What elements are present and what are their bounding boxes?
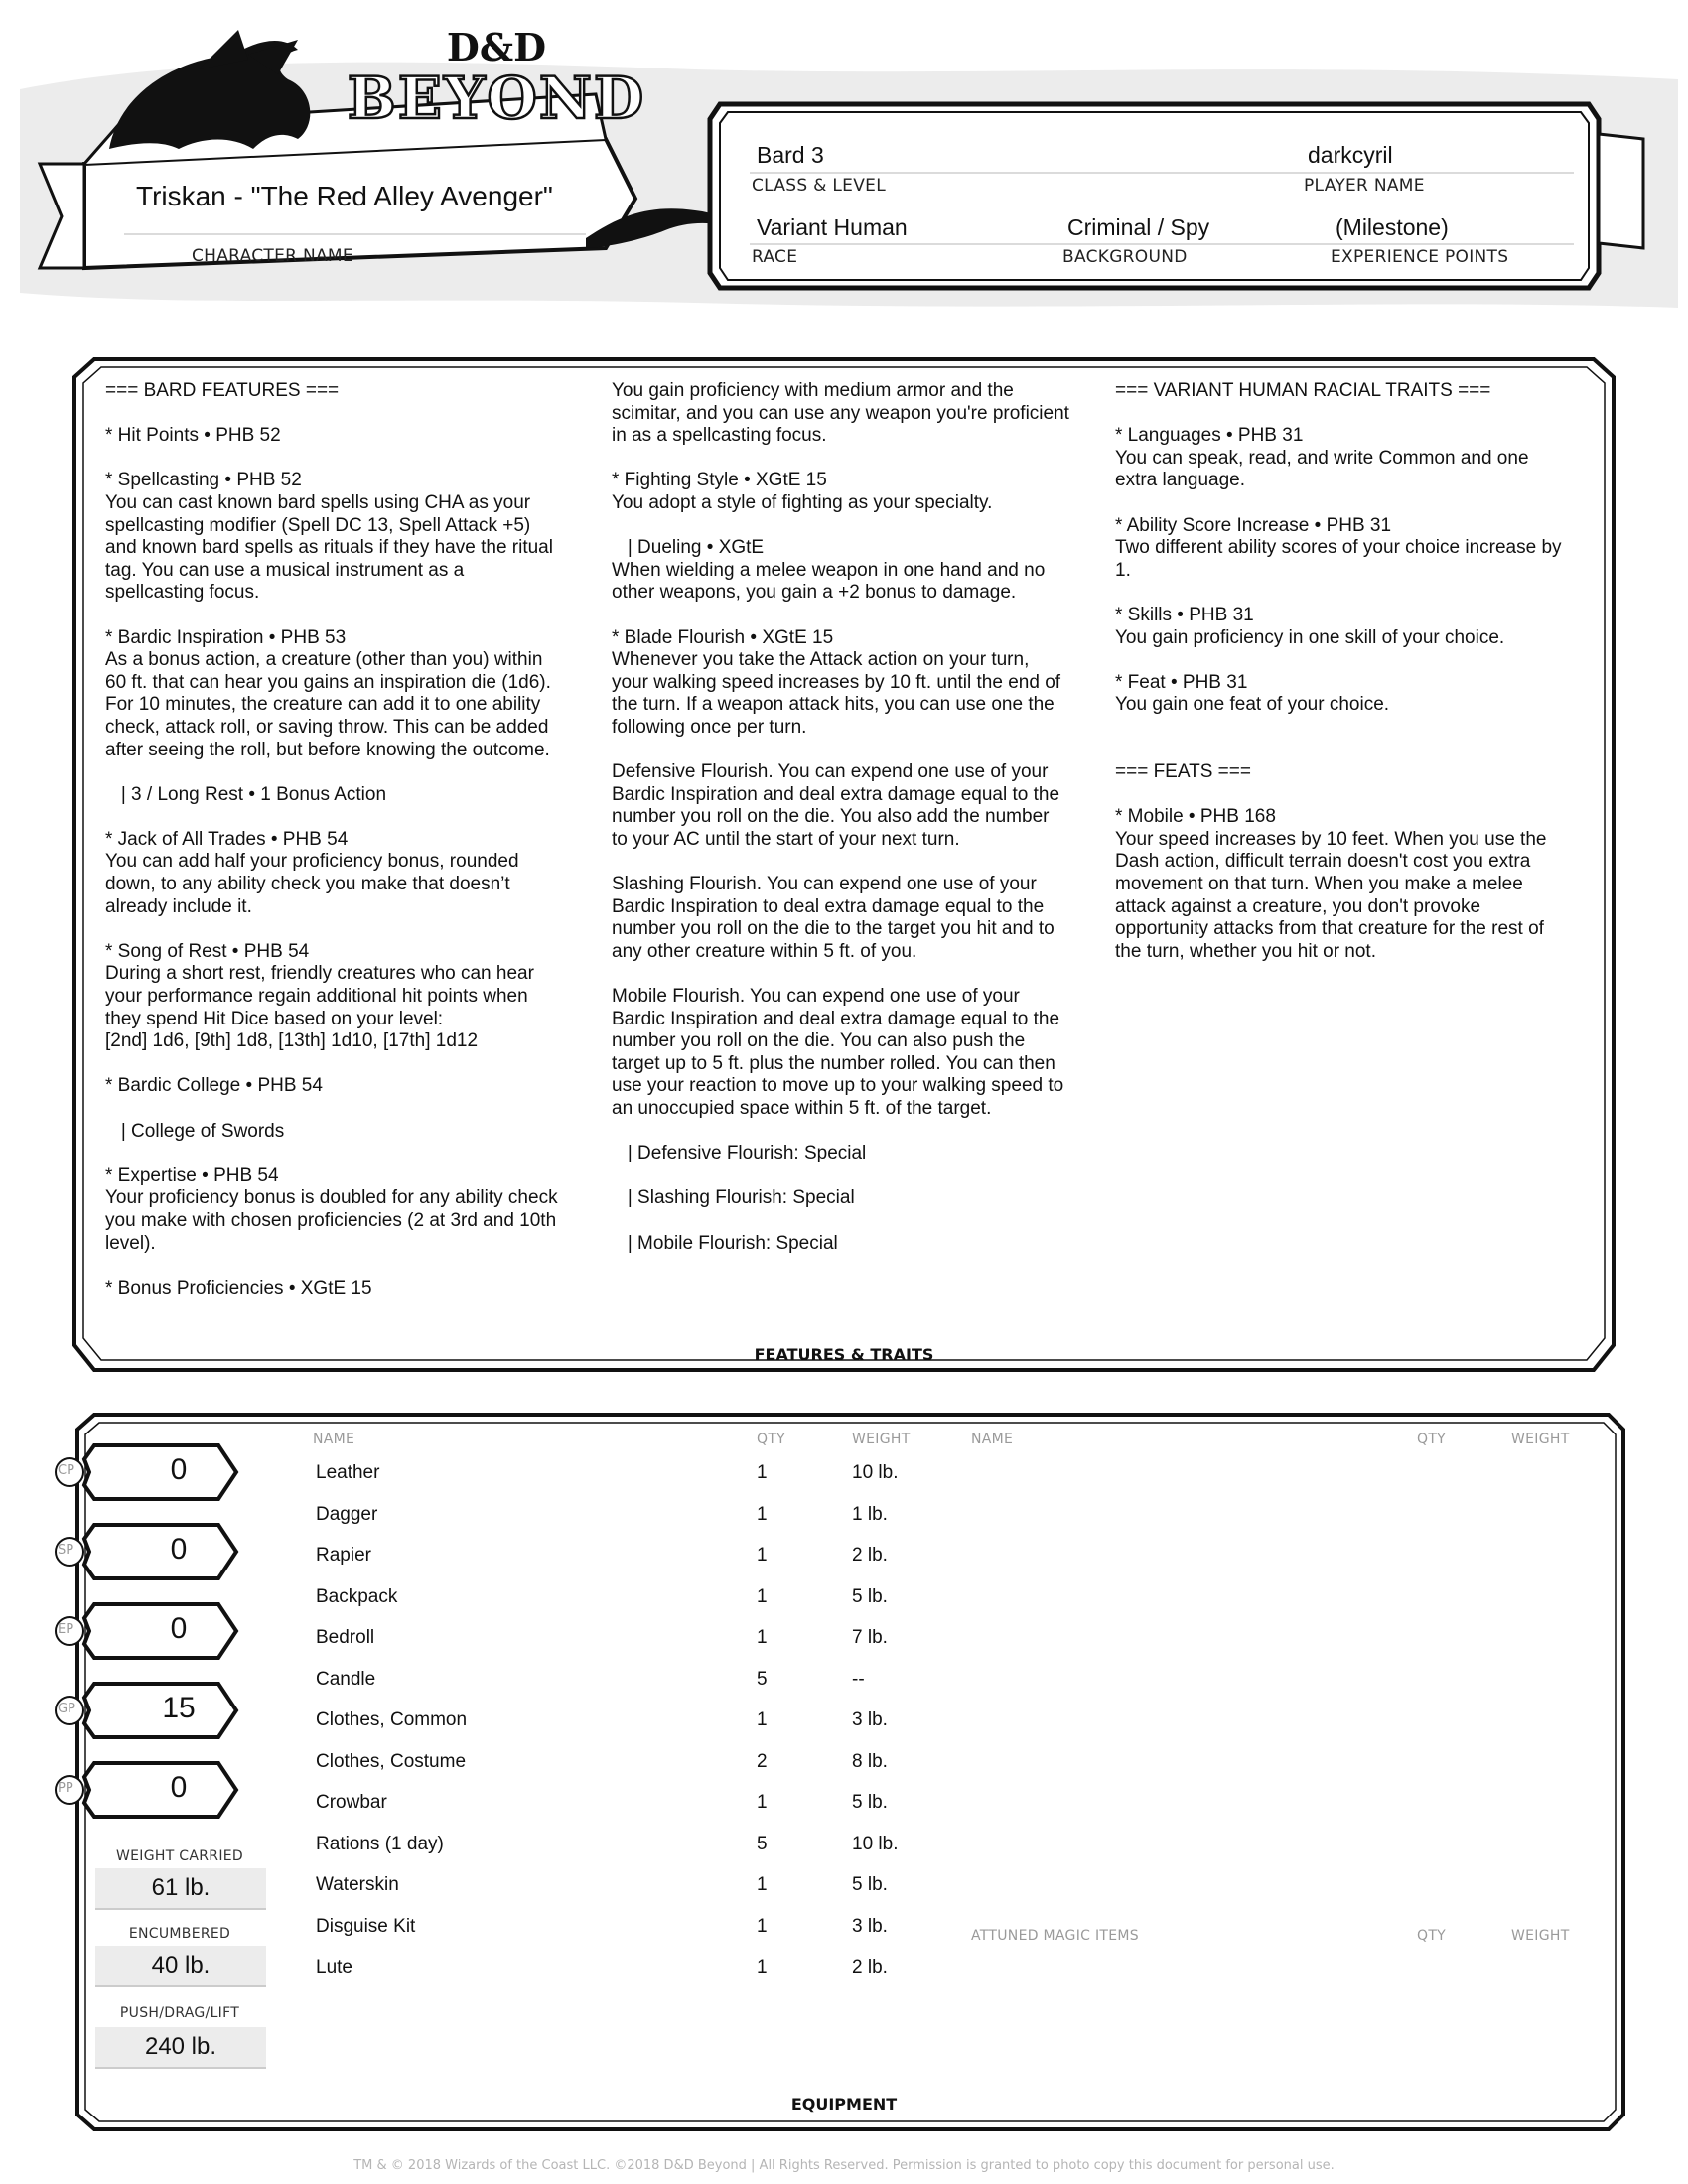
item-name: Rapier	[316, 1545, 371, 1566]
character-name-label: CHARACTER NAME	[192, 246, 353, 266]
coin-label: SP	[58, 1543, 74, 1558]
item-qty: 1	[757, 1503, 768, 1525]
item-qty: 1	[757, 1957, 768, 1978]
experience-value[interactable]: (Milestone)	[1336, 214, 1449, 240]
character-name-value[interactable]: Triskan - "The Red Alley Avenger"	[136, 181, 553, 211]
class-level-label: CLASS & LEVEL	[752, 176, 886, 196]
item-weight: --	[852, 1668, 865, 1690]
weight-carried-value[interactable]: 61 lb.	[95, 1868, 266, 1910]
item-name: Candle	[316, 1668, 376, 1690]
logo-main: BEYOND	[347, 65, 646, 132]
item-name: Lute	[316, 1957, 352, 1978]
header-qty-left: QTY	[757, 1432, 786, 1447]
experience-label: EXPERIENCE POINTS	[1331, 247, 1509, 267]
push-drag-lift-label: PUSH/DRAG/LIFT	[119, 2005, 240, 2021]
item-qty: 1	[757, 1709, 768, 1730]
features-title: FEATURES & TRAITS	[754, 1345, 934, 1364]
coin-value[interactable]: 0	[170, 1453, 188, 1486]
coin-value[interactable]: 0	[170, 1771, 188, 1804]
player-name-label: PLAYER NAME	[1304, 176, 1425, 196]
encumbered-label: ENCUMBERED	[128, 1926, 231, 1942]
item-weight: 5 lb.	[852, 1585, 888, 1607]
item-name: Rations (1 day)	[316, 1833, 444, 1854]
item-weight: 2 lb.	[852, 1957, 888, 1978]
encumbered-value[interactable]: 40 lb.	[95, 1946, 266, 1987]
item-name: Waterskin	[316, 1874, 399, 1895]
item-name: Dagger	[316, 1503, 378, 1525]
footer-copyright: TM & © 2018 Wizards of the Coast LLC. ©2018 D&D Beyond | All Rights Reserved. Permission is granted to photo copy this document for personal use.	[353, 2158, 1335, 2173]
attuned-qty-label: QTY	[1417, 1928, 1447, 1944]
item-weight: 5 lb.	[852, 1874, 888, 1895]
coin-value[interactable]: 0	[170, 1533, 188, 1566]
item-weight: 8 lb.	[852, 1750, 888, 1772]
item-name: Bedroll	[316, 1627, 375, 1648]
item-weight: 2 lb.	[852, 1545, 888, 1566]
coin-label: GP	[58, 1702, 75, 1716]
item-qty: 1	[757, 1545, 768, 1566]
coin-value[interactable]: 0	[170, 1612, 188, 1645]
item-qty: 1	[757, 1792, 768, 1813]
race-value[interactable]: Variant Human	[757, 214, 908, 240]
item-name: Backpack	[316, 1585, 398, 1607]
item-qty: 5	[757, 1668, 768, 1690]
item-weight: 3 lb.	[852, 1915, 888, 1937]
item-name: Clothes, Costume	[316, 1750, 467, 1772]
features-column-1: === BARD FEATURES === * Hit Points • PHB 52 * Spellcasting • PHB 52 You can cast known bard spells using CHA as your spellcasting modifier (Spell DC 13, Spell Attack +5) and known bard spells as rituals if they have the ritual tag. You can use a musical instrument as a spellcasting focus. * Bardic Inspiration • PHB 53 As a bonus action, a creature (other than you) within 60 ft. that can hear you gains an inspiration die (1d6). For 10 minutes, the creature can add it to one ability check, attack roll, or saving throw. This can be added after seeing the roll, but before knowing the outcome. | 3 / Long Rest • 1 Bonus Action * Jack of All Trades • PHB 54 You can add half your proficiency bonus, rounded down, to any ability check you make that doesn’t already include it. * Song of Rest • PHB 54 During a short rest, friendly creatures who can hear your performance regain additional hit points when they spend Hit Dice based on your level: [2nd] 1d6, [9th] 1d8, [13th] 1d10, [17th] 1d12 * Bardic College • PHB 54 | College of Swords * Expertise • PHB 54 Your proficiency bonus is doubled for any ability check you make with chosen proficiencies (2 at 3rd and 10th level). * Bonus Proficiencies • XGtE 15	[105, 380, 558, 1298]
features-column-2: You gain proficiency with medium armor and the scimitar, and you can use any weapon you're proficient in as a spellcasting focus. * Fighting Style • XGtE 15 You adopt a style of fighting as your specialty. | Dueling • XGtE When wielding a melee weapon in one hand and no other weapons, you gain a +2 bonus to damage. * Blade Flourish • XGtE 15 Whenever you take the Attack action on your turn, your walking speed increases by 10 ft. until the end of the turn. If a weapon attack hits, you can use one the following once per turn. Defensive Flourish. You can expend one use of your Bardic Inspiration and deal extra damage equal to the number you roll on the die. You also add the number to your AC until the start of your next turn. Slashing Flourish. You can expend one use of your Bardic Inspiration to deal extra damage equal to the number you roll on the die to the target you hit and to any other creature within 5 ft. of you. Mobile Flourish. You can expend one use of your Bardic Inspiration and deal extra damage equal to the number you roll on the die. You can also push the target up to 5 ft. plus the number rolled. You can then use your reaction to move up to your walking speed to an unoccupied space within 5 ft. of the target. | Defensive Flourish: Special | Slashing Flourish: Special | Mobile Flourish: Special	[612, 380, 1069, 1254]
coin-value[interactable]: 15	[162, 1692, 196, 1724]
item-weight: 7 lb.	[852, 1627, 888, 1648]
item-qty: 1	[757, 1915, 768, 1937]
item-qty: 1	[757, 1627, 768, 1648]
item-qty: 1	[757, 1874, 768, 1895]
background-label: BACKGROUND	[1062, 247, 1188, 267]
weight-carried-label: WEIGHT CARRIED	[116, 1848, 243, 1864]
item-qty: 2	[757, 1750, 768, 1772]
logo-top: D&D	[446, 25, 547, 69]
item-qty: 1	[757, 1462, 768, 1483]
coin-label: CP	[58, 1463, 74, 1478]
race-label: RACE	[752, 247, 798, 267]
header-name-right: NAME	[971, 1432, 1014, 1447]
item-name: Clothes, Common	[316, 1709, 468, 1730]
push-drag-lift-value[interactable]: 240 lb.	[95, 2027, 266, 2069]
coin-label: EP	[58, 1622, 74, 1637]
item-weight: 3 lb.	[852, 1709, 888, 1730]
attuned-label: ATTUNED MAGIC ITEMS	[971, 1928, 1139, 1944]
header-qty-right: QTY	[1417, 1432, 1447, 1447]
item-weight: 10 lb.	[852, 1462, 899, 1483]
item-name: Crowbar	[316, 1792, 387, 1813]
header-weight-right: WEIGHT	[1511, 1432, 1570, 1447]
header-name-left: NAME	[313, 1432, 355, 1447]
item-name: Leather	[316, 1462, 380, 1483]
logo	[328, 25, 665, 132]
player-name-value[interactable]: darkcyril	[1308, 142, 1393, 168]
item-qty: 1	[757, 1585, 768, 1607]
item-weight: 1 lb.	[852, 1503, 888, 1525]
equipment-title: EQUIPMENT	[790, 2095, 898, 2114]
class-level-value[interactable]: Bard 3	[757, 142, 824, 168]
attuned-weight-label: WEIGHT	[1511, 1928, 1570, 1944]
item-name: Disguise Kit	[316, 1915, 416, 1937]
item-weight: 5 lb.	[852, 1792, 888, 1813]
header-decoration	[0, 0, 1688, 328]
item-qty: 5	[757, 1833, 768, 1854]
features-column-3: === VARIANT HUMAN RACIAL TRAITS === * Languages • PHB 31 You can speak, read, and write Common and one extra language. * Ability Score Increase • PHB 31 Two different ability scores of your choice increase by 1. * Skills • PHB 31 You gain proficiency in one skill of your choice. * Feat • PHB 31 You gain one feat of your choice. === FEATS === * Mobile • PHB 168 Your speed increases by 10 feet. When you use the Dash action, difficult terrain doesn't cost you extra movement on that turn. When you make a melee attack against a creature, you don't provoke opportunity attacks from that creature for the rest of the turn, whether you hit or not.	[1115, 380, 1562, 962]
coin-label: PP	[58, 1781, 73, 1796]
background-value[interactable]: Criminal / Spy	[1067, 214, 1210, 240]
item-weight: 10 lb.	[852, 1833, 899, 1854]
header-weight-left: WEIGHT	[852, 1432, 911, 1447]
